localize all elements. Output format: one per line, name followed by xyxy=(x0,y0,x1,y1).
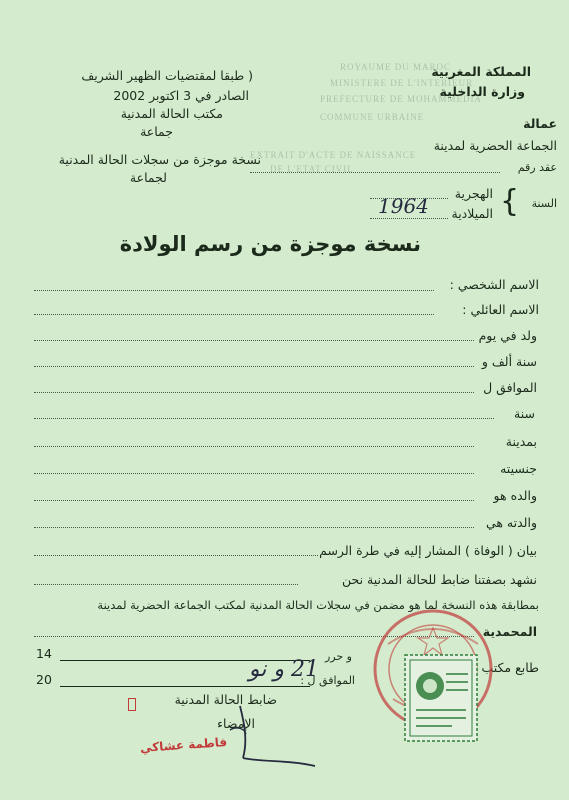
field-label-family-name: الاسم العائلي : xyxy=(462,302,539,317)
field-line-nationality xyxy=(34,473,474,474)
header-commune-of: لجماعة xyxy=(129,170,167,185)
watermark-line: MINISTERE DE L'INTERIEUR xyxy=(330,78,474,88)
signature-label: الإمضاء xyxy=(217,716,255,731)
gregorian-year-handwritten: 1964 xyxy=(378,194,429,218)
footer-year-prefix-bottom: 20 xyxy=(36,672,52,687)
header-kingdom: المملكة المغربية xyxy=(431,64,531,79)
hijri-label: الهجرية xyxy=(454,186,493,201)
field-label-nationality: جنسيته xyxy=(500,461,537,476)
watermark-line: ROYAUME DU MAROC xyxy=(340,62,452,72)
brace-icon: { xyxy=(500,184,520,219)
footer-written-label: و حرر xyxy=(325,650,352,663)
header-prefecture: عمالة xyxy=(523,116,557,131)
watermark-line: COMMUNE URBAINE xyxy=(320,112,425,122)
watermark-line: PREFECTURE DE MOHAMMEDIA xyxy=(320,94,483,104)
field-label-year: سنة xyxy=(514,406,535,421)
header-commune: الجماعة الحضرية لمدينة xyxy=(433,138,557,153)
certification-officer-dots xyxy=(34,584,298,585)
record-number-line xyxy=(250,172,500,173)
certification-conformity-line: بمطابقة هذه النسخة لما هو مضمن في سجلات الحالة المدنية لمكتب الجماعة الحضرية لمدينة xyxy=(97,598,539,612)
watermark-line: EXTRAIT D'ACTE DE NAISSANCE xyxy=(250,150,417,160)
certification-city: المحمدية xyxy=(482,624,537,639)
field-label-mother: والدته هي xyxy=(485,515,537,530)
signature-scribble xyxy=(170,700,320,770)
footer-year-prefix-top: 14 xyxy=(36,646,52,661)
gregorian-year-line xyxy=(370,218,448,219)
header-civil-office: مكتب الحالة المدنية xyxy=(120,106,223,121)
fiscal-stamp xyxy=(402,652,480,744)
header-dahir-date: الصادر في 3 اكتوبر 2002 xyxy=(113,88,249,103)
footer-handwritten-date: 21 و نو xyxy=(248,657,319,682)
header-dahir-reference: ( طبقا لمقتضيات الظهير الشريف xyxy=(81,68,253,83)
field-line-year-thousand xyxy=(34,366,474,367)
header-commune-left: جماعة xyxy=(140,124,173,139)
record-number-label: عقد رقم xyxy=(517,161,557,174)
footer-year-line-bottom xyxy=(60,686,310,687)
officer-stamp-name: فاطمة عشاكي xyxy=(139,734,228,756)
field-label-born-day: ولد في يوم xyxy=(478,328,537,343)
year-label: السنة xyxy=(531,197,557,210)
field-label-year-thousand: سنة ألف و xyxy=(481,354,537,369)
footer-corresponding-label: الموافق ل : xyxy=(300,674,355,687)
field-line-year xyxy=(34,418,494,419)
watermark-line: DE L'ETAT CIVIL xyxy=(270,164,354,174)
officer-stamp-top xyxy=(128,698,136,711)
document-title: نسخة موجزة من رسم الولادة xyxy=(119,232,421,256)
gregorian-label: الميلادية xyxy=(451,206,493,221)
field-line-father xyxy=(34,500,474,501)
certification-officer-line: نشهد بصفتنا ضابط للحالة المدنية نحن xyxy=(341,572,537,587)
field-label-death-note: بيان ( الوفاة ) المشار إليه في طرة الرسم xyxy=(319,543,537,558)
header-abridged-copy: نسخة موجزة من سجلات الحالة المدنية xyxy=(58,152,261,167)
field-line-corresponding xyxy=(34,392,474,393)
field-label-corresponding: الموافق ل xyxy=(483,380,537,395)
field-label-father: والده هو xyxy=(493,488,537,503)
footer-stamp-label: طابع مكتب xyxy=(481,660,539,675)
field-label-city: بمدينة xyxy=(505,434,537,449)
field-line-family-name xyxy=(34,314,434,315)
field-line-born-day xyxy=(34,340,474,341)
header-ministry: وزارة الداخلية xyxy=(439,84,525,99)
field-line-mother xyxy=(34,527,474,528)
field-label-first-name: الاسم الشخصي : xyxy=(449,277,539,292)
field-line-first-name xyxy=(34,290,434,291)
field-line-city xyxy=(34,446,474,447)
officer-title: ضابط الحالة المدنية xyxy=(174,692,277,707)
field-line-death-note xyxy=(34,555,318,556)
